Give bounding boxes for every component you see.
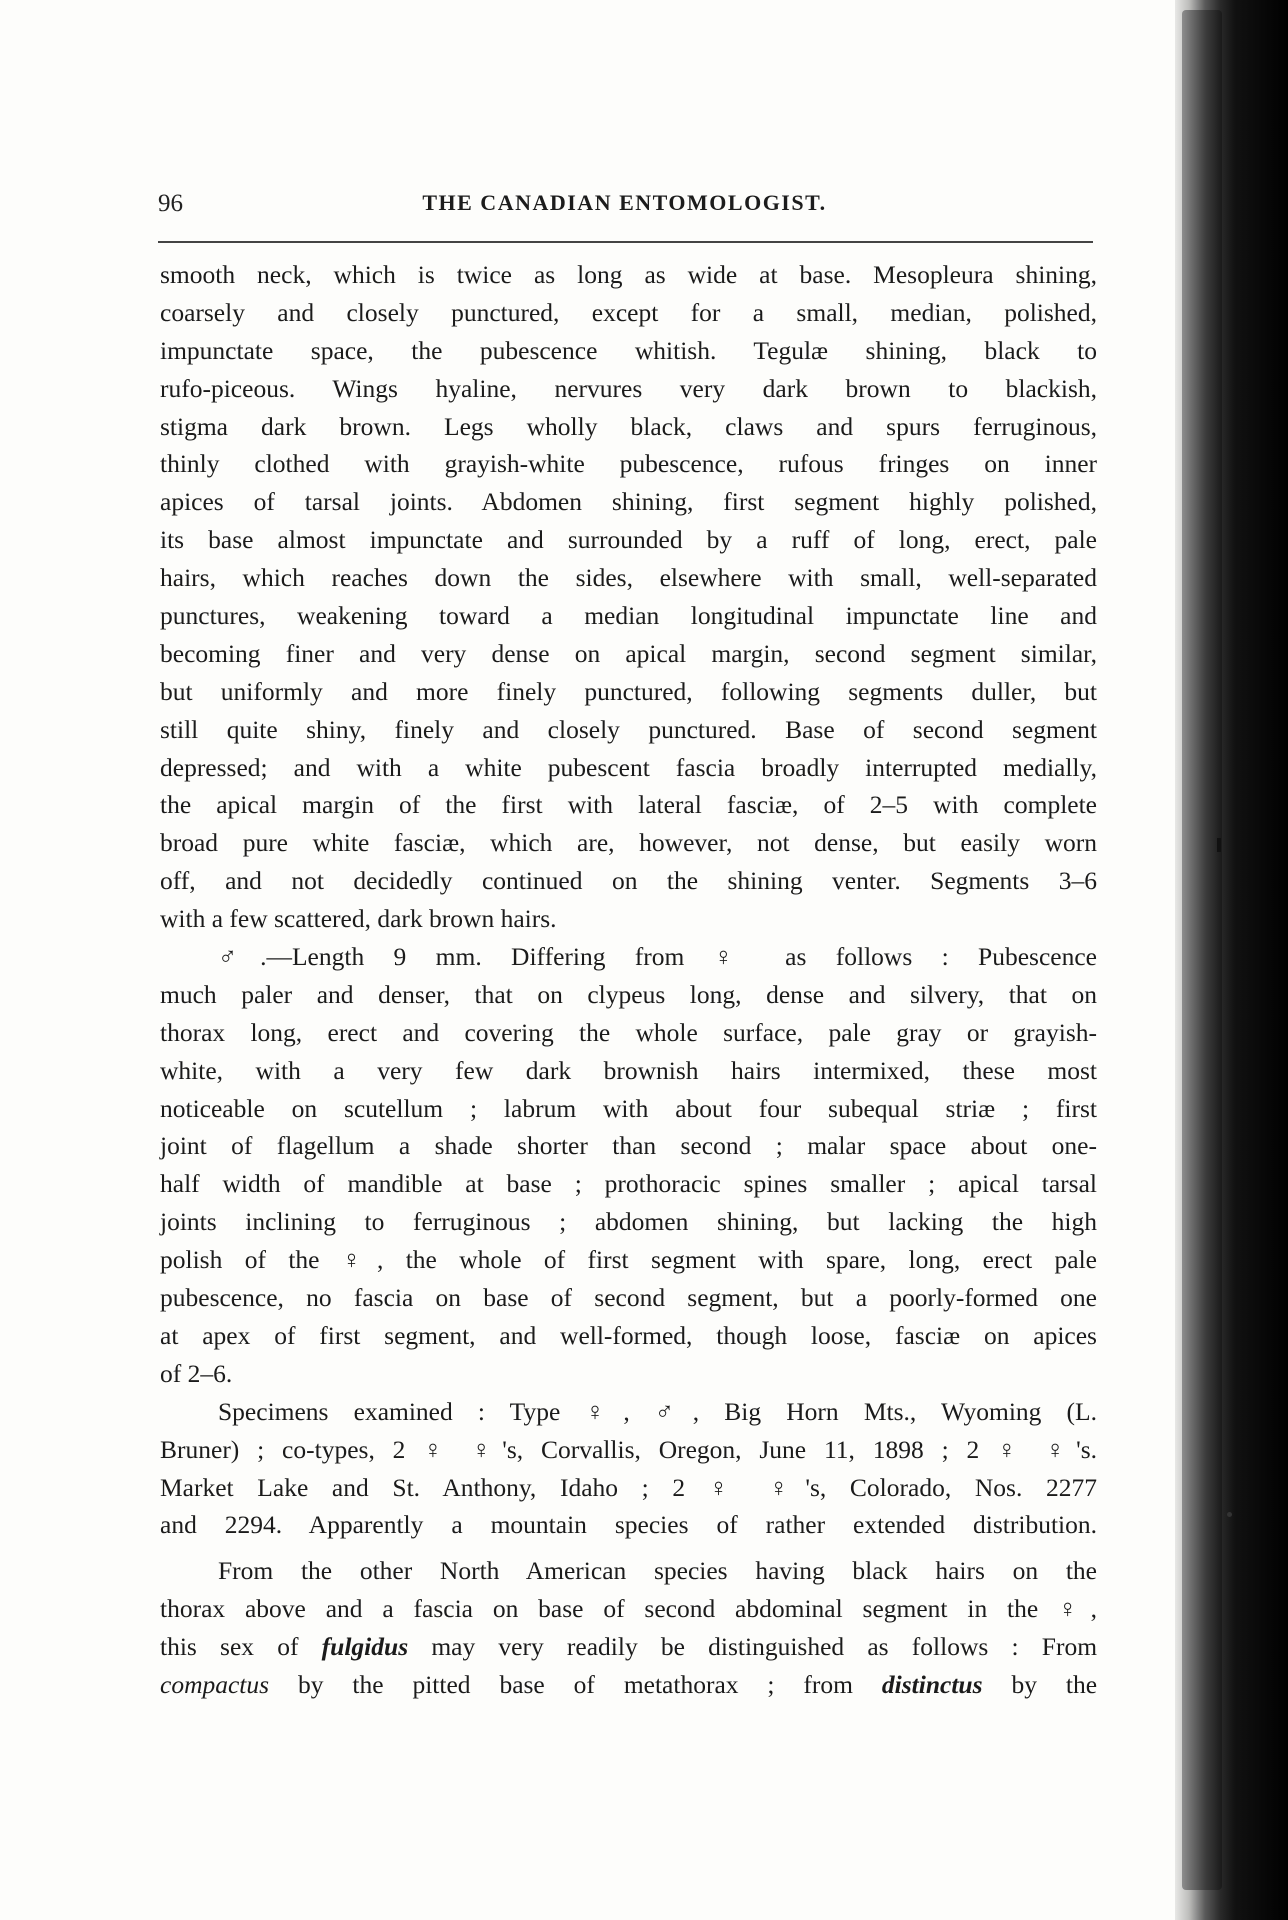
text-line: thorax above and a fascia on base of second abdominal segment in the ♀,: [160, 1594, 1097, 1624]
text-run: may very readily be distinguished as follows : From: [431, 1632, 1098, 1662]
text-line: joints inclining to ferruginous ; abdomen shining, but lacking the high: [160, 1207, 1097, 1237]
text-line: at apex of first segment, and well-formed, though loose, fasciæ on apices: [160, 1320, 1097, 1350]
text-line: its base almost impunctate and surrounded by a ruff of long, erect, pale: [160, 525, 1097, 555]
text-line: Bruner) ; co-types, 2 ♀ ♀'s, Corvallis, Oregon, June 11, 1898 ; 2 ♀ ♀'s.: [160, 1434, 1097, 1464]
header-rule: [158, 241, 1093, 243]
text-run: by the: [1011, 1669, 1098, 1699]
text-line: Specimens examined : Type ♀, ♂, Big Horn Mts., Wyoming (L.: [218, 1396, 1097, 1426]
species-name-italic: compactus: [160, 1669, 270, 1699]
text-line: but uniformly and more finely punctured, following segments duller, but: [160, 676, 1097, 706]
text-line: impunctate space, the pubescence whitish. Tegulæ shining, black to: [160, 335, 1097, 365]
text-line: with a few scattered, dark brown hairs.: [160, 904, 557, 934]
text-line: depressed; and with a white pubescent fascia broadly interrupted medially,: [160, 752, 1097, 782]
page-header: [158, 190, 1091, 220]
text-line: becoming finer and very dense on apical margin, second segment similar,: [160, 638, 1097, 668]
text-line: off, and not decidedly continued on the shining venter. Segments 3–6: [160, 866, 1097, 896]
text-line: Market Lake and St. Anthony, Idaho ; 2 ♀ ♀'s, Colorado, Nos. 2277: [160, 1472, 1097, 1502]
text-line: ♂.—Length 9 mm. Differing from ♀ as follows : Pubescence: [218, 942, 1097, 972]
text-line: half width of mandible at base ; prothoracic spines smaller ; apical tarsal: [160, 1169, 1097, 1199]
text-line: stigma dark brown. Legs wholly black, claws and spurs ferruginous,: [160, 411, 1097, 441]
text-line: pubescence, no fascia on base of second segment, but a poorly-formed one: [160, 1283, 1097, 1313]
text-line: [160, 1666, 1097, 1704]
text-line: joint of flagellum a shade shorter than second ; malar space about one-: [160, 1131, 1097, 1161]
text-line: still quite shiny, finely and closely punctured. Base of second segment: [160, 714, 1097, 744]
margin-mark: [1217, 838, 1221, 852]
text-line: and 2294. Apparently a mountain species of rather extended distribution.: [160, 1510, 1097, 1540]
text-line: the apical margin of the first with lateral fasciæ, of 2–5 with complete: [160, 790, 1097, 820]
text-line: smooth neck, which is twice as long as wide at base. Mesopleura shining,: [160, 260, 1097, 289]
text-line: thinly clothed with grayish-white pubescence, rufous fringes on inner: [160, 449, 1097, 479]
text-run: this sex of: [160, 1632, 299, 1662]
text-line: rufo-piceous. Wings hyaline, nervures very dark brown to blackish,: [160, 373, 1097, 403]
text-run: by the pitted base of metathorax ; from: [297, 1669, 853, 1699]
running-title: THE CANADIAN ENTOMOLOGIST.: [422, 190, 827, 215]
text-line: noticeable on scutellum ; labrum with about four subequal striæ ; first: [160, 1093, 1097, 1123]
book-spine-edge: [1182, 10, 1222, 1890]
text-line: apices of tarsal joints. Abdomen shining, first segment highly polished,: [160, 487, 1097, 517]
text-line: punctures, weakening toward a median longitudinal impunctate line and: [160, 601, 1097, 631]
text-line: [160, 1628, 1097, 1666]
species-name-italic: fulgidus: [321, 1632, 409, 1662]
text-line: polish of the ♀, the whole of first segment with spare, long, erect pale: [160, 1245, 1097, 1275]
species-name-italic: distinctus: [881, 1669, 983, 1699]
text-line: coarsely and closely punctured, except for a small, median, polished,: [160, 297, 1097, 327]
text-line: of 2–6.: [160, 1358, 233, 1388]
text-line: hairs, which reaches down the sides, elsewhere with small, well-separated: [160, 563, 1097, 593]
text-line: broad pure white fasciæ, which are, however, not dense, but easily worn: [160, 828, 1097, 858]
text-line: thorax long, erect and covering the whole surface, pale gray or grayish-: [160, 1017, 1097, 1047]
body-text: [160, 256, 1097, 1704]
text-line: much paler and denser, that on clypeus long, dense and silvery, that on: [160, 979, 1097, 1009]
text-line: From the other North American species having black hairs on the: [218, 1556, 1097, 1586]
text-line: white, with a very few dark brownish hairs intermixed, these most: [160, 1055, 1097, 1085]
page-number: 96: [158, 190, 183, 217]
margin-dot: [1227, 1512, 1232, 1517]
